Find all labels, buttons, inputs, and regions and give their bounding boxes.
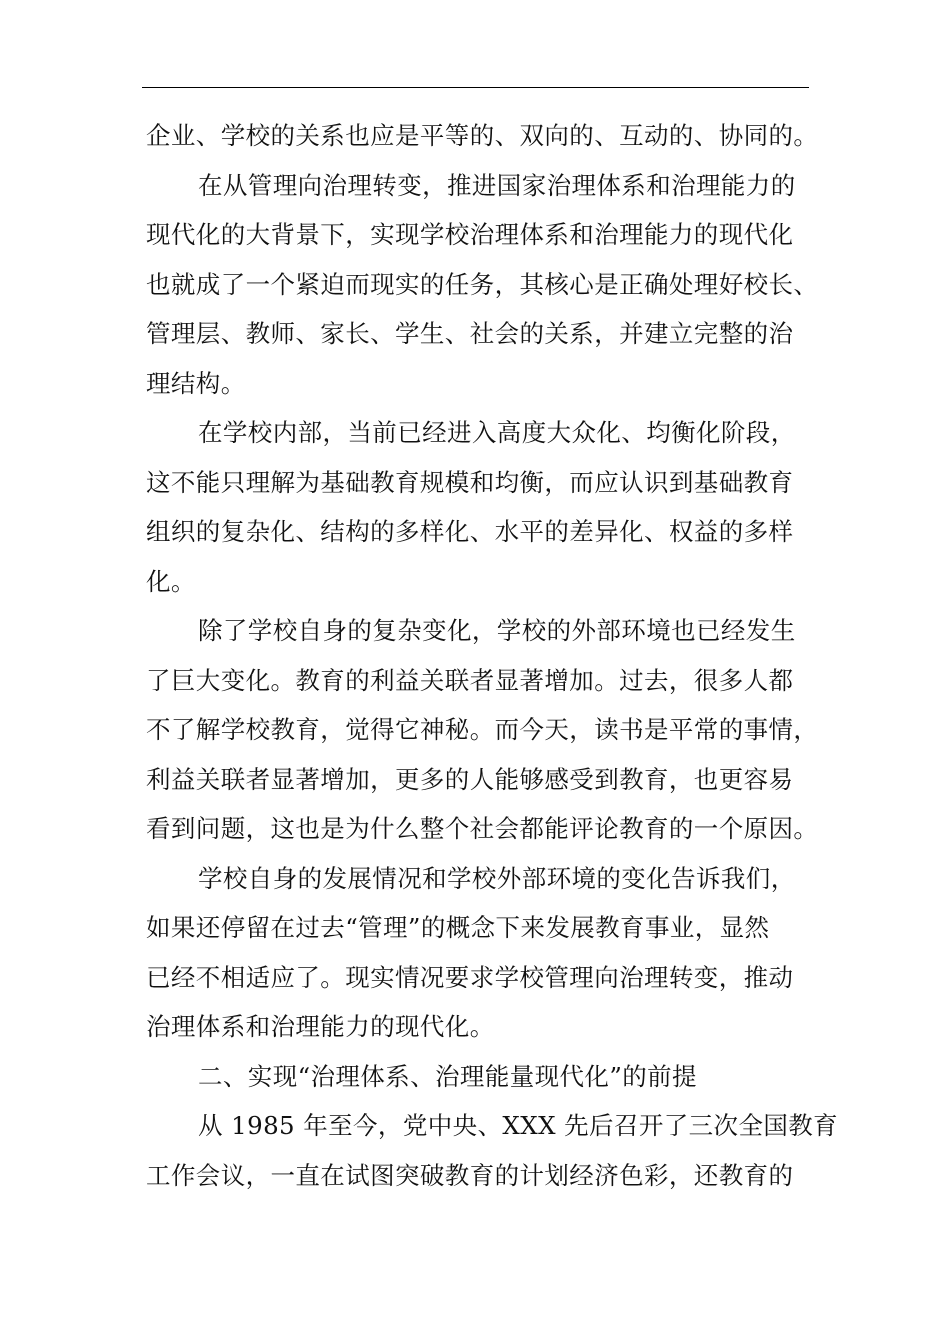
paragraph-first-line: 学校自身的发展情况和学校外部环境的变化告诉我们， (198, 863, 796, 893)
header-rule (142, 87, 809, 88)
text-line: 这不能只理解为基础教育规模和均衡，而应认识到基础教育 (146, 467, 794, 497)
paragraph-first-line: 在从管理向治理转变，推进国家治理体系和治理能力的 (198, 170, 796, 200)
text-line: 现代化的大背景下，实现学校治理体系和治理能力的现代化 (146, 220, 794, 249)
paragraph-first-line: 二、实现“治理体系、治理能量现代化”的前提 (198, 1061, 697, 1091)
text-line: 已经不相适应了。现实情况要求学校管理向治理转变，推动 (146, 962, 794, 992)
text-line: 不了解学校教育，觉得它神秘。而今天，读书是平常的事情， (146, 715, 819, 744)
text-line: 治理体系和治理能力的现代化。 (146, 1012, 495, 1041)
text-line: 看到问题，这也是为什么整个社会都能评论教育的一个原因。 (146, 814, 819, 843)
text-line: 化。 (146, 566, 196, 596)
text-line: 如果还停留在过去“管理”的概念下来发展教育事业，显然 (146, 913, 770, 942)
paragraph-first-line: 在学校内部，当前已经进入高度大众化、均衡化阶段， (198, 418, 796, 447)
paragraph-first-line: 除了学校自身的复杂变化，学校的外部环境也已经发生 (198, 616, 796, 645)
text-line: 企业、学校的关系也应是平等的、双向的、互动的、协同的。 (146, 121, 819, 150)
text-line: 工作会议，一直在试图突破教育的计划经济色彩，还教育的 (146, 1160, 794, 1190)
text-line: 也就成了一个紧迫而现实的任务，其核心是正确处理好校长、 (146, 269, 819, 299)
text-line: 利益关联者显著增加，更多的人能够感受到教育，也更容易 (146, 764, 794, 794)
text-line: 理结构。 (146, 368, 246, 398)
text-line: 管理层、教师、家长、学生、社会的关系，并建立完整的治 (146, 319, 794, 348)
text-line: 了巨大变化。教育的利益关联者显著增加。过去，很多人都 (146, 665, 794, 695)
document-body (146, 111, 839, 1200)
text-line: 组织的复杂化、结构的多样化、水平的差异化、权益的多样 (146, 517, 794, 546)
paragraph-first-line: 从 1985 年至今，党中央、XXX 先后召开了三次全国教育 (198, 1111, 839, 1140)
